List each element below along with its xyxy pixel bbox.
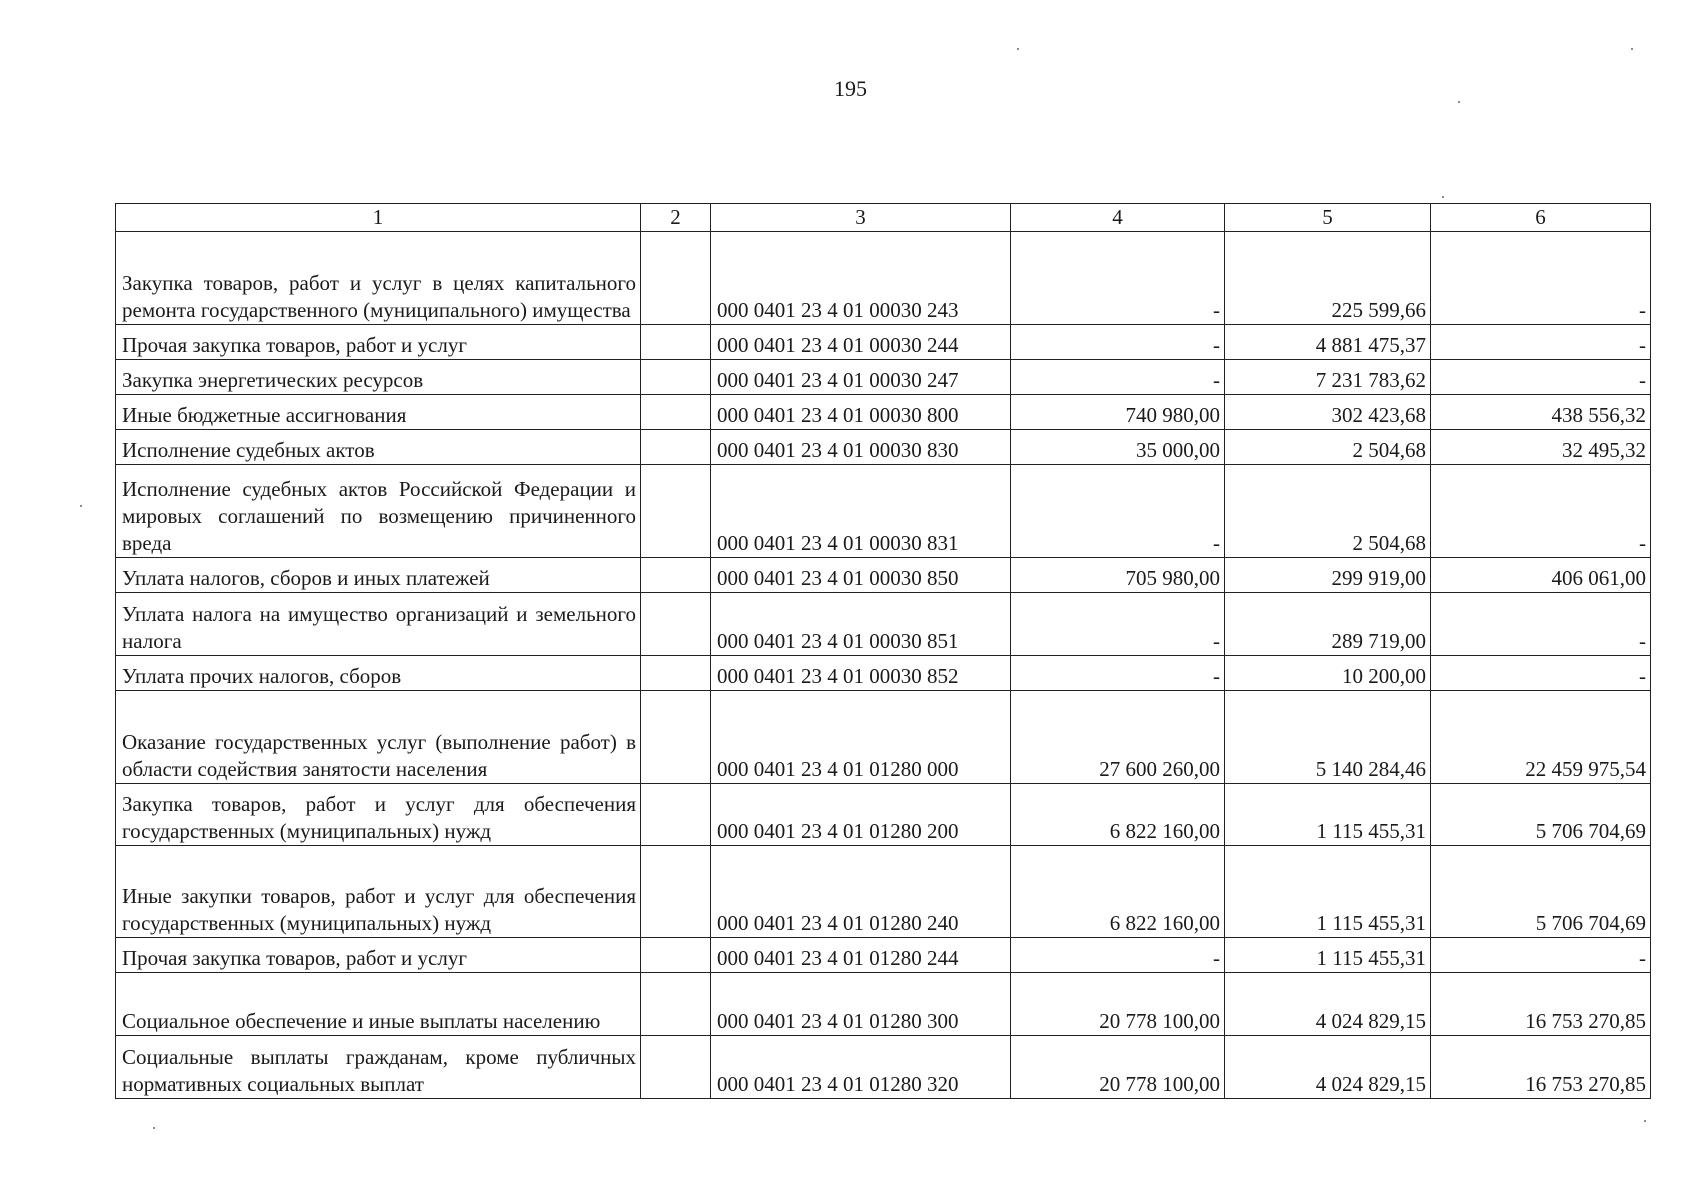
row-value-4: 20 778 100,00 <box>1011 1036 1225 1099</box>
scan-speck <box>1017 48 1019 50</box>
row-value-6: - <box>1431 465 1651 558</box>
row-name: Закупка энергетических ресурсов <box>116 360 641 395</box>
page-number: 195 <box>834 76 867 101</box>
row-col2 <box>641 656 711 691</box>
row-code: 000 0401 23 4 01 00030 830 <box>711 430 1011 465</box>
table-row <box>116 1036 1651 1099</box>
row-value-5: 1 115 455,31 <box>1225 784 1431 846</box>
row-value-4: - <box>1011 232 1225 325</box>
table-row <box>116 232 1651 325</box>
row-value-4: 6 822 160,00 <box>1011 784 1225 846</box>
row-col2 <box>641 846 711 938</box>
row-col2 <box>641 232 711 325</box>
row-col2 <box>641 558 711 593</box>
row-value-4: - <box>1011 593 1225 656</box>
row-value-5: 7 231 783,62 <box>1225 360 1431 395</box>
row-value-5: 1 115 455,31 <box>1225 846 1431 938</box>
row-value-6: - <box>1431 232 1651 325</box>
row-value-6: - <box>1431 360 1651 395</box>
scan-speck <box>1458 101 1460 103</box>
row-name: Исполнение судебных актов <box>116 430 641 465</box>
row-col2 <box>641 784 711 846</box>
row-name: Прочая закупка товаров, работ и услуг <box>116 325 641 360</box>
row-col2 <box>641 973 711 1036</box>
row-value-4: - <box>1011 325 1225 360</box>
table-row <box>116 430 1651 465</box>
row-code: 000 0401 23 4 01 01280 300 <box>711 973 1011 1036</box>
row-value-6: - <box>1431 593 1651 656</box>
budget-table <box>115 203 1651 1099</box>
row-col2 <box>641 325 711 360</box>
row-value-4: - <box>1011 465 1225 558</box>
row-col2 <box>641 395 711 430</box>
row-code: 000 0401 23 4 01 00030 244 <box>711 325 1011 360</box>
table-row <box>116 973 1651 1036</box>
column-header-2: 2 <box>641 204 711 232</box>
row-value-6: - <box>1431 656 1651 691</box>
row-code: 000 0401 23 4 01 00030 247 <box>711 360 1011 395</box>
row-value-6: 5 706 704,69 <box>1431 784 1651 846</box>
scan-speck <box>1442 196 1444 198</box>
table-row <box>116 465 1651 558</box>
row-value-6: 16 753 270,85 <box>1431 973 1651 1036</box>
row-name: Уплата налогов, сборов и иных платежей <box>116 558 641 593</box>
row-value-6: 406 061,00 <box>1431 558 1651 593</box>
row-code: 000 0401 23 4 01 01280 240 <box>711 846 1011 938</box>
scan-speck <box>1631 48 1633 50</box>
row-value-6: - <box>1431 325 1651 360</box>
table-row <box>116 593 1651 656</box>
row-code: 000 0401 23 4 01 01280 000 <box>711 691 1011 784</box>
column-header-4: 4 <box>1011 204 1225 232</box>
row-value-5: 5 140 284,46 <box>1225 691 1431 784</box>
row-value-5: 299 919,00 <box>1225 558 1431 593</box>
table-row <box>116 558 1651 593</box>
column-header-6: 6 <box>1431 204 1651 232</box>
row-value-4: 20 778 100,00 <box>1011 973 1225 1036</box>
row-name: Исполнение судебных актов Российской Федерации и мировых соглашений по возмещению причиненного вреда <box>116 465 641 558</box>
table-row <box>116 784 1651 846</box>
row-value-5: 2 504,68 <box>1225 430 1431 465</box>
row-value-5: 4 024 829,15 <box>1225 973 1431 1036</box>
row-value-4: 27 600 260,00 <box>1011 691 1225 784</box>
row-name: Социальные выплаты гражданам, кроме публичных нормативных социальных выплат <box>116 1036 641 1099</box>
header-row <box>116 204 1651 232</box>
row-value-5: 2 504,68 <box>1225 465 1431 558</box>
scan-speck <box>153 1127 155 1129</box>
column-header-1: 1 <box>116 204 641 232</box>
row-col2 <box>641 1036 711 1099</box>
table-row <box>116 325 1651 360</box>
row-value-6: 22 459 975,54 <box>1431 691 1651 784</box>
table-row <box>116 395 1651 430</box>
row-code: 000 0401 23 4 01 00030 800 <box>711 395 1011 430</box>
row-value-6: 32 495,32 <box>1431 430 1651 465</box>
row-code: 000 0401 23 4 01 00030 243 <box>711 232 1011 325</box>
row-value-6: 438 556,32 <box>1431 395 1651 430</box>
row-code: 000 0401 23 4 01 01280 244 <box>711 938 1011 973</box>
row-value-5: 10 200,00 <box>1225 656 1431 691</box>
row-col2 <box>641 938 711 973</box>
table-row <box>116 938 1651 973</box>
row-value-4: 6 822 160,00 <box>1011 846 1225 938</box>
row-col2 <box>641 691 711 784</box>
row-value-6: - <box>1431 938 1651 973</box>
row-name: Иные закупки товаров, работ и услуг для обеспечения государственных (муниципальных) нужд <box>116 846 641 938</box>
row-value-5: 4 881 475,37 <box>1225 325 1431 360</box>
row-col2 <box>641 465 711 558</box>
row-name: Оказание государственных услуг (выполнение работ) в области содействия занятости населения <box>116 691 641 784</box>
row-value-4: 705 980,00 <box>1011 558 1225 593</box>
scan-speck <box>80 505 82 507</box>
row-name: Прочая закупка товаров, работ и услуг <box>116 938 641 973</box>
row-value-5: 4 024 829,15 <box>1225 1036 1431 1099</box>
row-col2 <box>641 430 711 465</box>
row-name: Уплата налога на имущество организаций и земельного налога <box>116 593 641 656</box>
scan-speck <box>1644 1120 1646 1122</box>
row-value-4: - <box>1011 938 1225 973</box>
row-name: Уплата прочих налогов, сборов <box>116 656 641 691</box>
row-code: 000 0401 23 4 01 01280 320 <box>711 1036 1011 1099</box>
row-code: 000 0401 23 4 01 00030 850 <box>711 558 1011 593</box>
table-row <box>116 691 1651 784</box>
row-value-5: 225 599,66 <box>1225 232 1431 325</box>
row-code: 000 0401 23 4 01 00030 852 <box>711 656 1011 691</box>
row-name: Закупка товаров, работ и услуг для обеспечения государственных (муниципальных) нужд <box>116 784 641 846</box>
row-name: Закупка товаров, работ и услуг в целях капитального ремонта государственного (муниципального) имущества <box>116 232 641 325</box>
row-value-6: 5 706 704,69 <box>1431 846 1651 938</box>
row-value-4: 35 000,00 <box>1011 430 1225 465</box>
row-value-4: - <box>1011 656 1225 691</box>
row-name: Социальное обеспечение и иные выплаты населению <box>116 973 641 1036</box>
row-value-4: 740 980,00 <box>1011 395 1225 430</box>
table-row <box>116 846 1651 938</box>
table-row <box>116 656 1651 691</box>
row-value-5: 289 719,00 <box>1225 593 1431 656</box>
row-value-5: 302 423,68 <box>1225 395 1431 430</box>
row-col2 <box>641 360 711 395</box>
table-row <box>116 360 1651 395</box>
row-name: Иные бюджетные ассигнования <box>116 395 641 430</box>
row-value-6: 16 753 270,85 <box>1431 1036 1651 1099</box>
row-code: 000 0401 23 4 01 01280 200 <box>711 784 1011 846</box>
column-header-5: 5 <box>1225 204 1431 232</box>
column-header-3: 3 <box>711 204 1011 232</box>
row-value-5: 1 115 455,31 <box>1225 938 1431 973</box>
row-code: 000 0401 23 4 01 00030 851 <box>711 593 1011 656</box>
row-code: 000 0401 23 4 01 00030 831 <box>711 465 1011 558</box>
row-value-4: - <box>1011 360 1225 395</box>
row-col2 <box>641 593 711 656</box>
